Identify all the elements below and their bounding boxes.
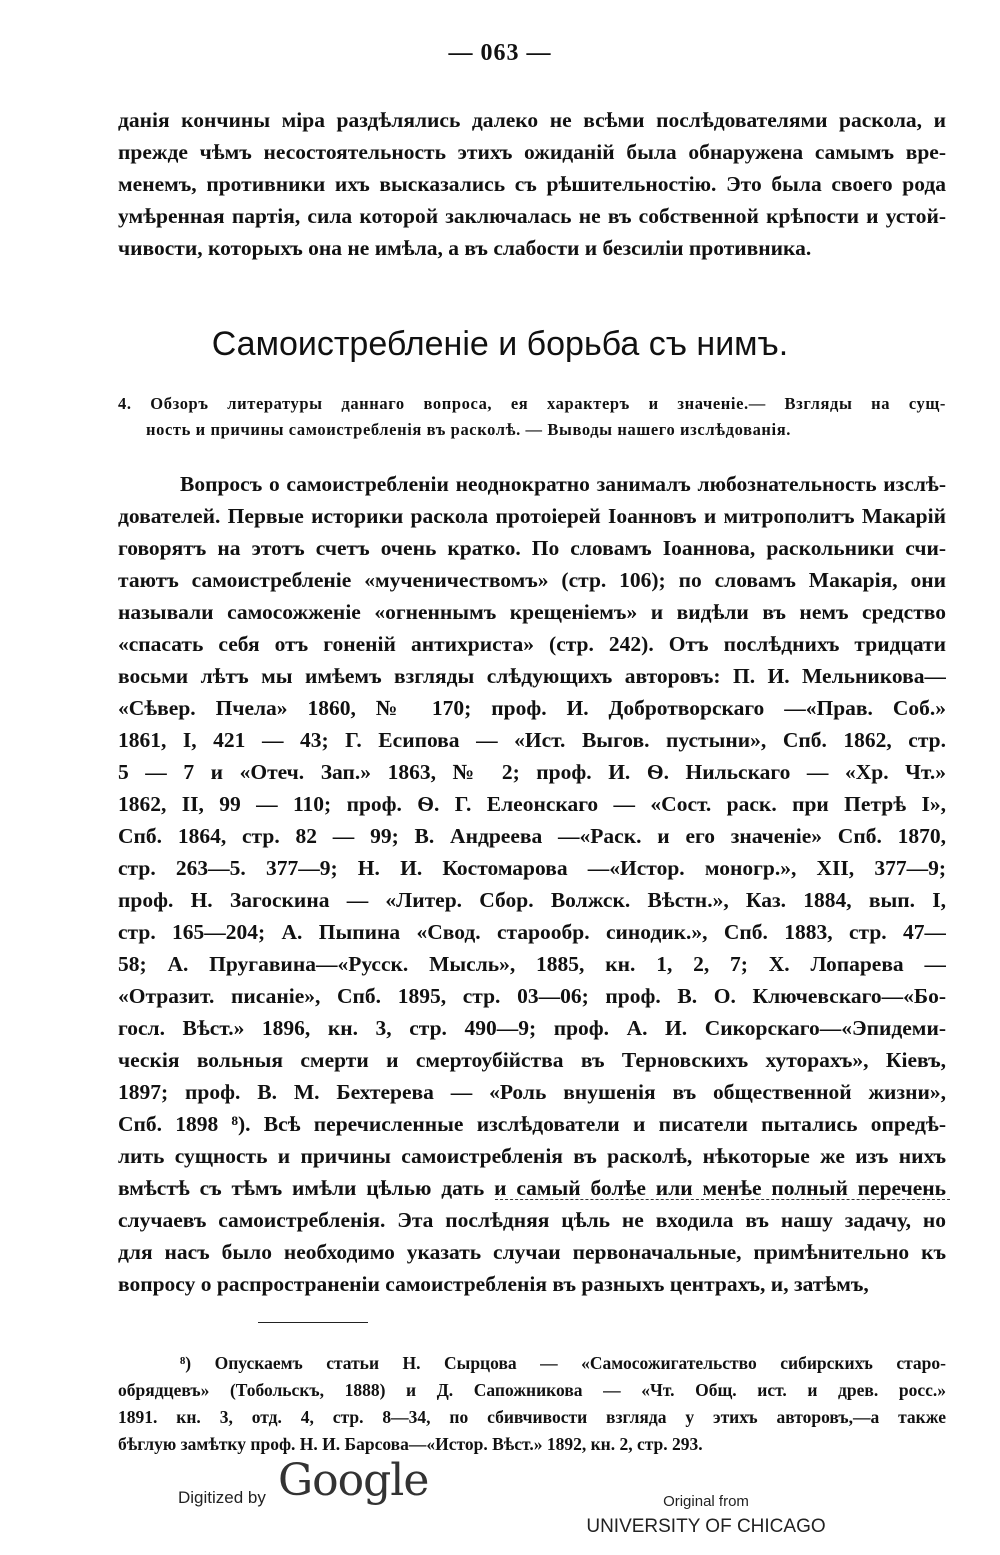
text-line: говорятъ на этотъ счетъ очень кратко. По словамъ Іоаннова, раскольники счи- — [118, 536, 946, 560]
text-line: дователей. Первые историки раскола протоіерей Іоанновъ и митрополитъ Макарій — [118, 504, 946, 528]
text-line: ческія вольныя смерти и смертоубійства въ Терновскихъ хуторахъ», Кіевъ, — [118, 1048, 946, 1072]
text-line: госл. Вѣст.» 1896, кн. 3, стр. 490—9; проф. А. И. Сикорскаго—«Эпидеми- — [118, 1016, 946, 1040]
original-from-label: Original from — [663, 1493, 749, 1510]
footnote-line: бѣглую замѣтку проф. Н. И. Барсова—«Истор. Вѣст.» 1892, кн. 2, стр. 293. — [118, 1434, 703, 1454]
section-heading: Самоистребленіе и борьба съ нимъ. — [211, 325, 789, 363]
summary-line: ность и причины самоистребленія въ расколѣ. — Выводы нашего изслѣдованія. — [146, 420, 791, 439]
text-line: 5 — 7 и «Отеч. Зап.» 1863, № 2; проф. И. Ѳ. Нильскаго — «Хр. Чт.» — [118, 760, 946, 784]
text-line: данія кончины міра раздѣлялись далеко не всѣми послѣдователями раскола, и — [118, 108, 946, 132]
text-line: стр. 263—5. 377—9; Н. И. Костомарова —«Истор. моногр.», XII, 377—9; — [118, 856, 946, 880]
text-line: Спб. 1864, стр. 82 — 99; В. Андреева —«Раск. и его значеніе» Спб. 1870, — [118, 824, 946, 848]
digitized-by-label: Digitized by — [178, 1488, 266, 1507]
footnote-line: ⁸) Опускаемъ статьи Н. Сырцова — «Самосожигательство сибирскихъ старо- — [180, 1353, 946, 1373]
text-line: «спасать себя отъ гоненій антихриста» (стр. 242). Отъ послѣднихъ тридцати — [118, 632, 946, 656]
text-line: называли самосожженіе «огненнымъ крещеніемъ» и видѣли въ немъ средство — [118, 600, 946, 624]
text-line: вопросу о распространеніи самоистребленія въ разныхъ центрахъ, и, затѣмъ, — [118, 1272, 869, 1296]
text-line: лить сущность и причины самоистребленія въ расколѣ, нѣкоторые же изъ нихъ — [118, 1144, 946, 1168]
text-line: прежде чѣмъ несостоятельность этихъ ожиданій была обнаружена самымъ вре- — [118, 140, 946, 164]
university-label: UNIVERSITY OF CHICAGO — [586, 1516, 826, 1537]
text-line: для насъ было необходимо указать случаи первоначальные, примѣнительно къ — [118, 1240, 946, 1264]
text-line: менемъ, противники ихъ высказались съ рѣшительностію. Это была своего рода — [118, 172, 946, 196]
text-line: 1861, I, 421 — 43; Г. Есипова — «Ист. Выгов. пустыни», Спб. 1862, стр. — [118, 728, 946, 752]
text-line: проф. Н. Загоскина — «Литер. Сбор. Волжск. Вѣстн.», Каз. 1884, вып. I, — [118, 888, 946, 912]
footnote-divider — [258, 1322, 368, 1323]
pencil-underline — [495, 1199, 950, 1200]
summary-line: 4. Обзоръ литературы даннаго вопроса, ея характеръ и значеніе.— Взгляды на сущ- — [118, 394, 946, 413]
footnote-line: 1891. кн. 3, отд. 4, стр. 8—34, по сбивчивости взгляда у этихъ авторовъ,—а также — [118, 1407, 946, 1427]
google-logo: Google — [278, 1455, 429, 1506]
footnote-line: обрядцевъ» (Тобольскъ, 1888) и Д. Сапожникова — «Чт. Общ. ист. и древ. росс.» — [118, 1380, 946, 1400]
text-line: Спб. 1898 ⁸). Всѣ перечисленные изслѣдователи и писатели пытались опредѣ- — [118, 1112, 946, 1136]
text-line: стр. 165—204; А. Пыпина «Свод. старообр. синодик.», Спб. 1883, стр. 47— — [118, 920, 946, 944]
text-line: 1897; проф. В. М. Бехтерева — «Роль внушенія въ общественной жизни», — [118, 1080, 946, 1104]
text-line: случаевъ самоистребленія. Эта послѣдняя цѣль не входила въ нашу задачу, но — [118, 1208, 946, 1232]
text-line: вмѣстѣ съ тѣмъ имѣли цѣлью дать и самый болѣе или менѣе полный перечень — [118, 1176, 946, 1200]
text-line: восьми лѣтъ мы имѣемъ взгляды слѣдующихъ авторовъ: П. И. Мельникова— — [118, 664, 946, 688]
text-line: умѣренная партія, сила которой заключалась не въ собственной крѣпости и устой- — [118, 204, 946, 228]
text-line: 1862, II, 99 — 110; проф. Ѳ. Г. Елеонскаго — «Сост. раск. при Петрѣ I», — [118, 792, 946, 816]
text-line: «Сѣвер. Пчела» 1860, № 170; проф. И. Добротворскаго —«Прав. Соб.» — [118, 696, 946, 720]
page-number: — 063 — — [448, 40, 552, 66]
text-line: «Отразит. писаніе», Спб. 1895, стр. 03—06; проф. В. О. Ключевскаго—«Бо- — [118, 984, 946, 1008]
text-line: 58; А. Пругавина—«Русск. Мысль», 1885, кн. 1, 2, 7; Х. Лопарева — — [118, 952, 946, 976]
text-line: Вопросъ о самоистребленіи неоднократно занималъ любознательность изслѣ- — [180, 472, 946, 496]
text-line: таютъ самоистребленіе «мученичествомъ» (стр. 106); по словамъ Макарія, они — [118, 568, 946, 592]
text-line: чивости, которыхъ она не имѣла, а въ слабости и безсиліи противника. — [118, 236, 812, 260]
